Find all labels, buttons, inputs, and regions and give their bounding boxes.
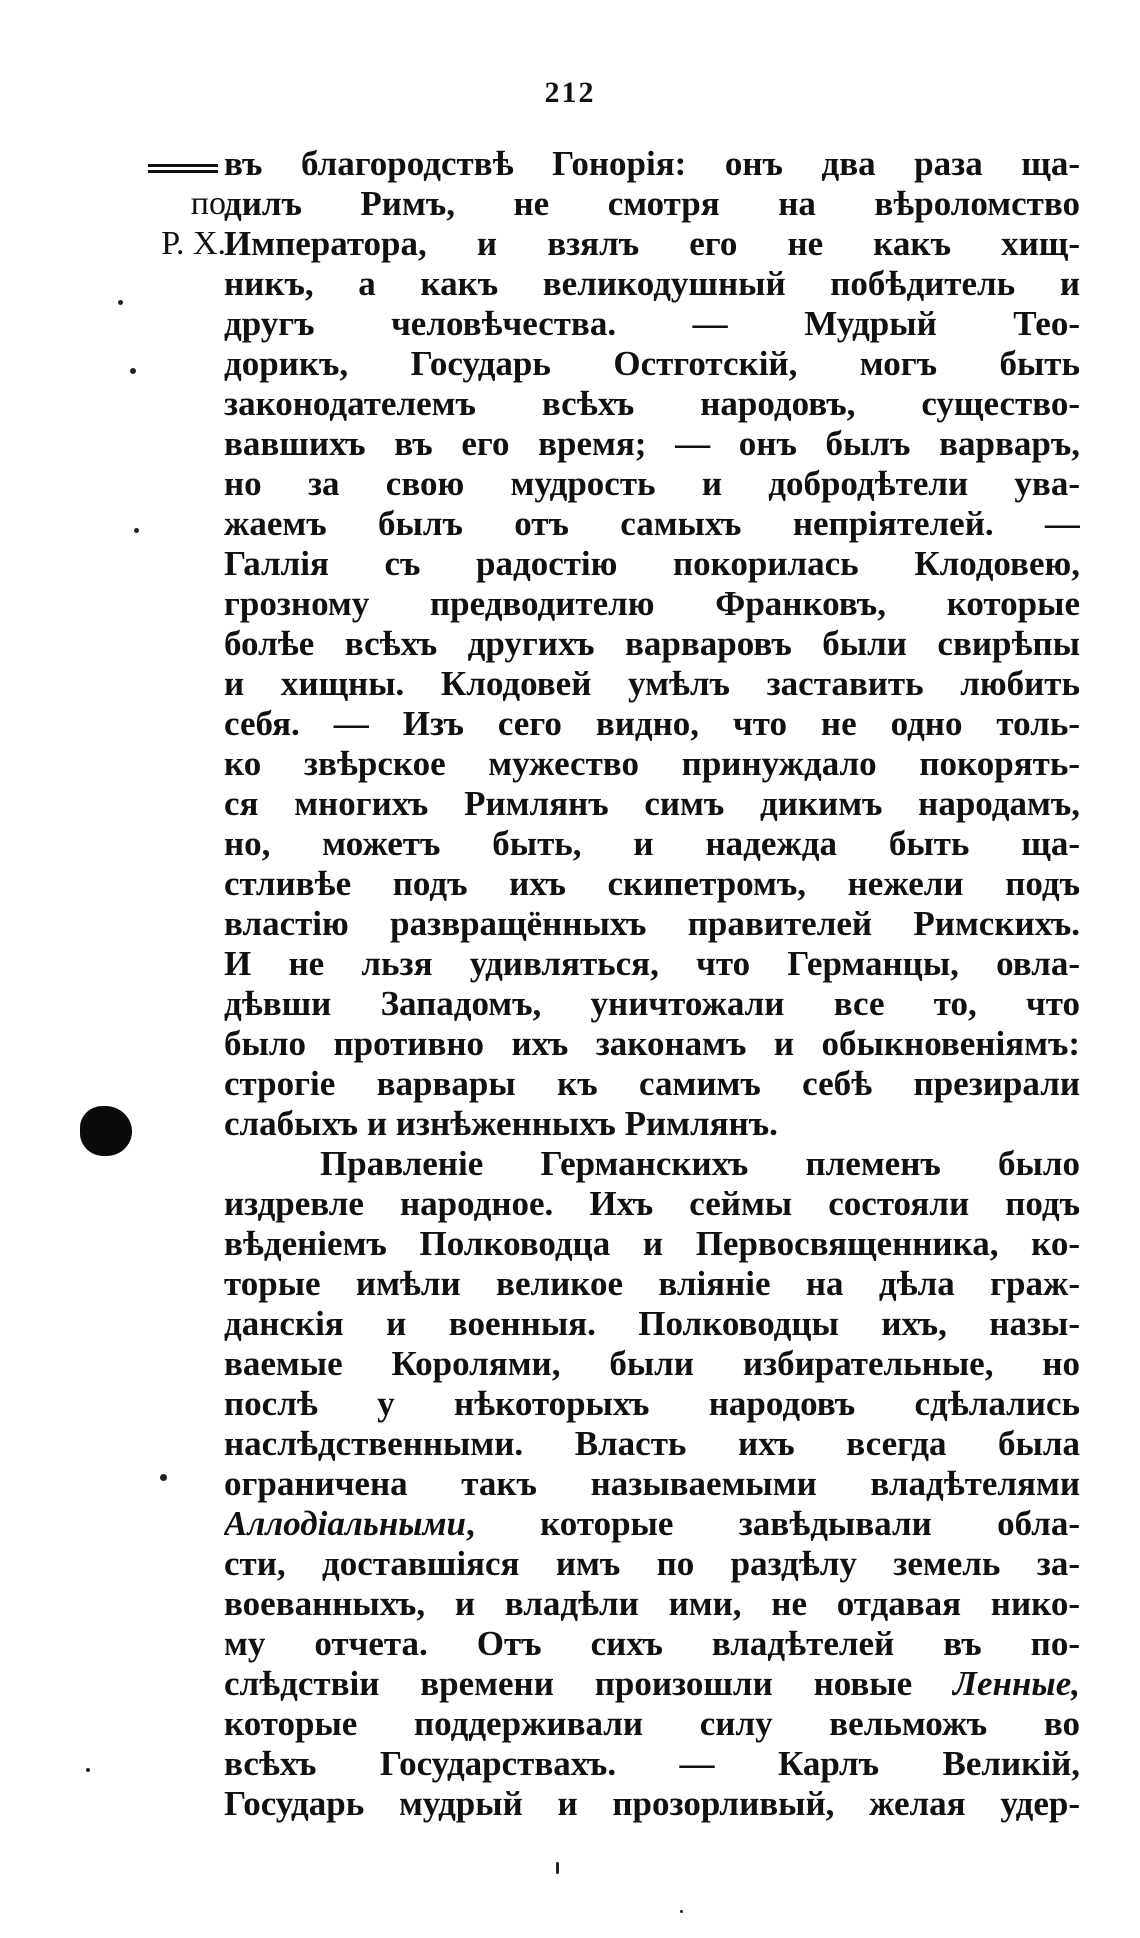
text-line-allodial [224,1504,1080,1544]
text-line: Галлія съ радостію покорилась Клодовею, [224,544,1080,583]
lennye-pre: слѣдствіи времени произошли новые [224,1664,913,1703]
ink-speck [134,528,139,533]
allodial-word: Аллодіальными [224,1504,467,1543]
text-line: воеванныхъ, и владѣли ими, не отдавая нико- [224,1584,1080,1623]
margin-note-po: по [190,185,226,222]
text-line: наслѣдственными. Власть ихъ всегда была [224,1424,1080,1463]
ink-blot [80,1106,132,1156]
body-text [224,144,1080,1824]
text-line: послѣ у нѣкоторыхъ народовъ сдѣлались [224,1384,1080,1423]
paragraph-1 [224,144,1080,1144]
margin-note-rx: Р. Х. [161,225,226,262]
text-line: въ благородствѣ Гонорія: онъ два раза ща- [224,144,1080,183]
text-line: которые поддерживали силу вельможъ во [224,1704,1080,1743]
text-line: дорикъ, Государь Остготскій, могъ быть [224,344,1080,383]
ink-speck [118,300,123,305]
text-line: сти, доставшіяся имъ по раздѣлу земель за- [224,1544,1080,1583]
text-line: всѣхъ Государствахъ. — Карлъ Великій, [224,1744,1080,1783]
page-number: 212 [544,76,596,109]
text-line: грозному предводителю Франковъ, которые [224,584,1080,623]
allodial-rest: , которые завѣдывали обла- [466,1504,1080,1543]
text-line: и хищны. Клодовей умѣлъ заставить любить [224,664,1080,703]
text-line: слабыхъ и изнѣженныхъ Римлянъ. [224,1104,778,1143]
text-line: другъ человѣчества. — Мудрый Тео- [224,304,1080,343]
paragraph-2c [224,1704,1080,1824]
paragraph-2 [224,1144,1080,1504]
text-line: Правленіе Германскихъ племенъ было [320,1144,1080,1183]
text-line: жаемъ былъ отъ самыхъ непріятелей. — [224,504,1080,543]
paragraph-2b [224,1544,1080,1664]
text-line: Императора, и взялъ его не какъ хищ- [224,224,1080,263]
text-line: законодателемъ всѣхъ народовъ, существо- [224,384,1080,423]
text-line: дилъ Римъ, не смотря на вѣроломство [224,184,1080,223]
text-line: Государь мудрый и прозорливый, желая удер- [224,1784,1080,1823]
text-line: строгіе варвары къ самимъ себѣ презирали [224,1064,1080,1103]
text-line: дѣвши Западомъ, уничтожали все то, что [224,984,1080,1023]
text-line: торые имѣли великое вліяніе на дѣла граж- [224,1264,1080,1303]
text-line: ограничена такъ называемыми владѣтелями [224,1464,1080,1503]
ink-speck [680,1910,683,1913]
text-line: было противно ихъ законамъ и обыкновеніямъ: [224,1024,1080,1063]
text-line: себя. — Изъ сего видно, что не одно толь- [224,704,1080,743]
text-line: вавшихъ въ его время; — онъ былъ варваръ, [224,424,1080,463]
text-line: му отчета. Отъ сихъ владѣтелей въ по- [224,1624,1080,1663]
text-line: никъ, а какъ великодушный побѣдитель и [224,264,1080,303]
margin-double-rule [148,164,218,180]
text-line: ся многихъ Римлянъ симъ дикимъ народамъ, [224,784,1080,823]
text-line: вѣденіемъ Полководца и Первосвященника, ко- [224,1224,1080,1263]
ink-speck [160,1474,167,1481]
text-line: властію развращённыхъ правителей Римскихъ. [224,904,1080,943]
text-line: ко звѣрское мужество принуждало покорять- [224,744,1080,783]
text-line: данскія и военныя. Полководцы ихъ, назы- [224,1304,1080,1343]
ink-speck [130,368,136,374]
lennye-word: Ленные, [953,1664,1080,1703]
text-line: стливѣе подъ ихъ скипетромъ, нежели подъ [224,864,1080,903]
text-line: но, можетъ быть, и надежда быть ща- [224,824,1080,863]
text-line-lennye [224,1664,1080,1704]
text-line: ваемые Королями, были избирательные, но [224,1344,1080,1383]
text-line: но за свою мудрость и добродѣтели ува- [224,464,1080,503]
ink-speck [86,1768,90,1772]
ink-speck [556,1862,559,1874]
text-line: болѣе всѣхъ другихъ варваровъ были свирѣпы [224,624,1080,663]
text-line: И не льзя удивляться, что Германцы, овла- [224,944,1080,983]
text-line: издревле народное. Ихъ сеймы состояли подъ [224,1184,1080,1223]
